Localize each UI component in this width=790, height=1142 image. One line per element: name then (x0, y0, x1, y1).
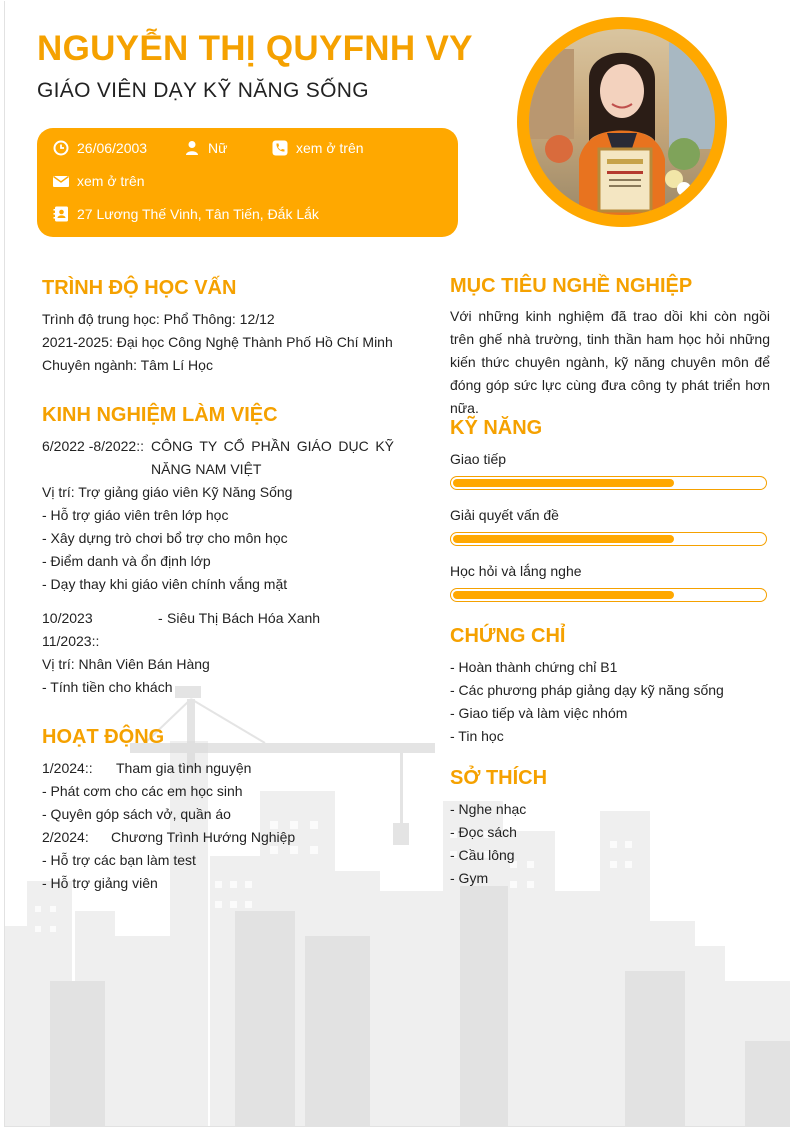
contact-email (53, 173, 145, 189)
phone-value: xem ở trên (296, 140, 364, 156)
act2-date: 2/2024: (42, 829, 89, 845)
hobby-item: - Cầu lông (450, 847, 515, 863)
certificate-item: - Các phương pháp giảng dạy kỹ năng sống (450, 682, 724, 698)
skill-bar (450, 532, 767, 546)
skill-label: Học hỏi và lắng nghe (450, 563, 582, 579)
user-icon (184, 140, 200, 156)
job2-detail: Vị trí: Nhân Viên Bán Hàng (42, 656, 210, 672)
skill-label: Giải quyết vấn đề (450, 507, 559, 523)
contact-phone (272, 140, 364, 156)
act1-detail: - Phát cơm cho các em học sinh (42, 783, 243, 799)
skill-bar-fill (453, 535, 674, 543)
act1-detail: - Quyên góp sách vở, quần áo (42, 806, 231, 822)
act1-date: 1/2024:: (42, 760, 93, 776)
skill-bar-fill (453, 479, 674, 487)
education-line: 2021-2025: Đại học Công Nghệ Thành Phố Hồ Chí Minh (42, 334, 393, 350)
act2-detail: - Hỗ trợ các bạn làm test (42, 852, 196, 868)
job-title: GIÁO VIÊN DẠY KỸ NĂNG SỐNG (37, 79, 369, 102)
job1-detail: - Hỗ trợ giáo viên trên lớp học (42, 507, 229, 523)
profile-photo (529, 29, 715, 215)
clock-icon (53, 140, 69, 156)
act1-name: Tham gia tình nguyện (116, 760, 252, 776)
education-line: Trình độ trung học: Phổ Thông: 12/12 (42, 311, 275, 327)
skill-bar (450, 476, 767, 490)
contact-address (53, 206, 319, 222)
act2-name: Chương Trình Hướng Nghiệp (111, 829, 296, 845)
hobby-item: - Đọc sách (450, 824, 517, 840)
address-book-icon (53, 206, 69, 222)
job2-company: Siêu Thị Bách Hóa Xanh (167, 610, 321, 626)
act2-detail: - Hỗ trợ giảng viên (42, 875, 158, 891)
job2-dash: - (158, 610, 163, 626)
profile-photo-frame (517, 17, 727, 227)
address-value: 27 Lương Thế Vinh, Tân Tiến, Đắk Lắk (77, 206, 319, 222)
cv-page (4, 1, 790, 1127)
objective-title: MỤC TIÊU NGHỀ NGHIỆP (450, 275, 693, 297)
skill-label: Giao tiếp (450, 451, 507, 467)
skill-bar (450, 588, 767, 602)
hobbies-title: SỞ THÍCH (450, 767, 548, 789)
email-value: xem ở trên (77, 173, 145, 189)
education-title: TRÌNH ĐỘ HỌC VẤN (42, 277, 237, 299)
job1-company: CÔNG TY CỔ PHẦN GIÁO DỤC KỸ (151, 438, 394, 454)
certificate-item: - Tin học (450, 728, 504, 744)
certificates-title: CHỨNG CHỈ (450, 625, 566, 647)
gender-value: Nữ (208, 140, 228, 156)
activities-title: HOẠT ĐỘNG (42, 726, 165, 748)
job1-detail: Vị trí: Trợ giảng giáo viên Kỹ Năng Sống (42, 484, 293, 500)
job1-date: 6/2022 -8/2022:: (42, 438, 144, 454)
job1-detail: - Xây dựng trò chơi bổ trợ cho môn học (42, 530, 288, 546)
job1-company-cont: NĂNG NAM VIỆT (151, 461, 262, 477)
job2-date-cont: 11/2023:: (42, 633, 100, 649)
job1-detail: - Điểm danh và ổn định lớp (42, 553, 211, 569)
certificate-item: - Giao tiếp và làm việc nhóm (450, 705, 628, 721)
job2-date: 10/2023 (42, 610, 93, 626)
birthday-value: 26/06/2003 (77, 140, 148, 156)
contact-birthday (53, 140, 147, 156)
skill-bar-fill (453, 591, 674, 599)
education-line: Chuyên ngành: Tâm Lí Học (42, 357, 213, 373)
skills-title: KỸ NĂNG (450, 417, 543, 439)
hobby-item: - Nghe nhạc (450, 801, 527, 817)
job2-detail: - Tính tiền cho khách (42, 679, 173, 695)
contact-panel (37, 128, 458, 237)
envelope-icon (53, 173, 69, 189)
experience-title: KINH NGHIỆM LÀM VIỆC (42, 404, 278, 426)
objective-text: Với những kinh nghiệm đã trao dồi khi còn ngồi trên ghế nhà trường, tinh thần ham học hỏi những kiến thức chuyên ngành, kỹ năng chuyên môn để đóng góp sức lực cùng đưa công ty phát triển hơn nữa. (450, 308, 770, 416)
job1-detail: - Dạy thay khi giáo viên chính vắng mặt (42, 576, 288, 592)
hobby-item: - Gym (450, 870, 489, 886)
certificate-item: - Hoàn thành chứng chỉ B1 (450, 659, 618, 675)
contact-gender (184, 140, 227, 156)
phone-icon (272, 140, 288, 156)
candidate-name: NGUYỄN THỊ QUYFNH VY (37, 29, 473, 68)
